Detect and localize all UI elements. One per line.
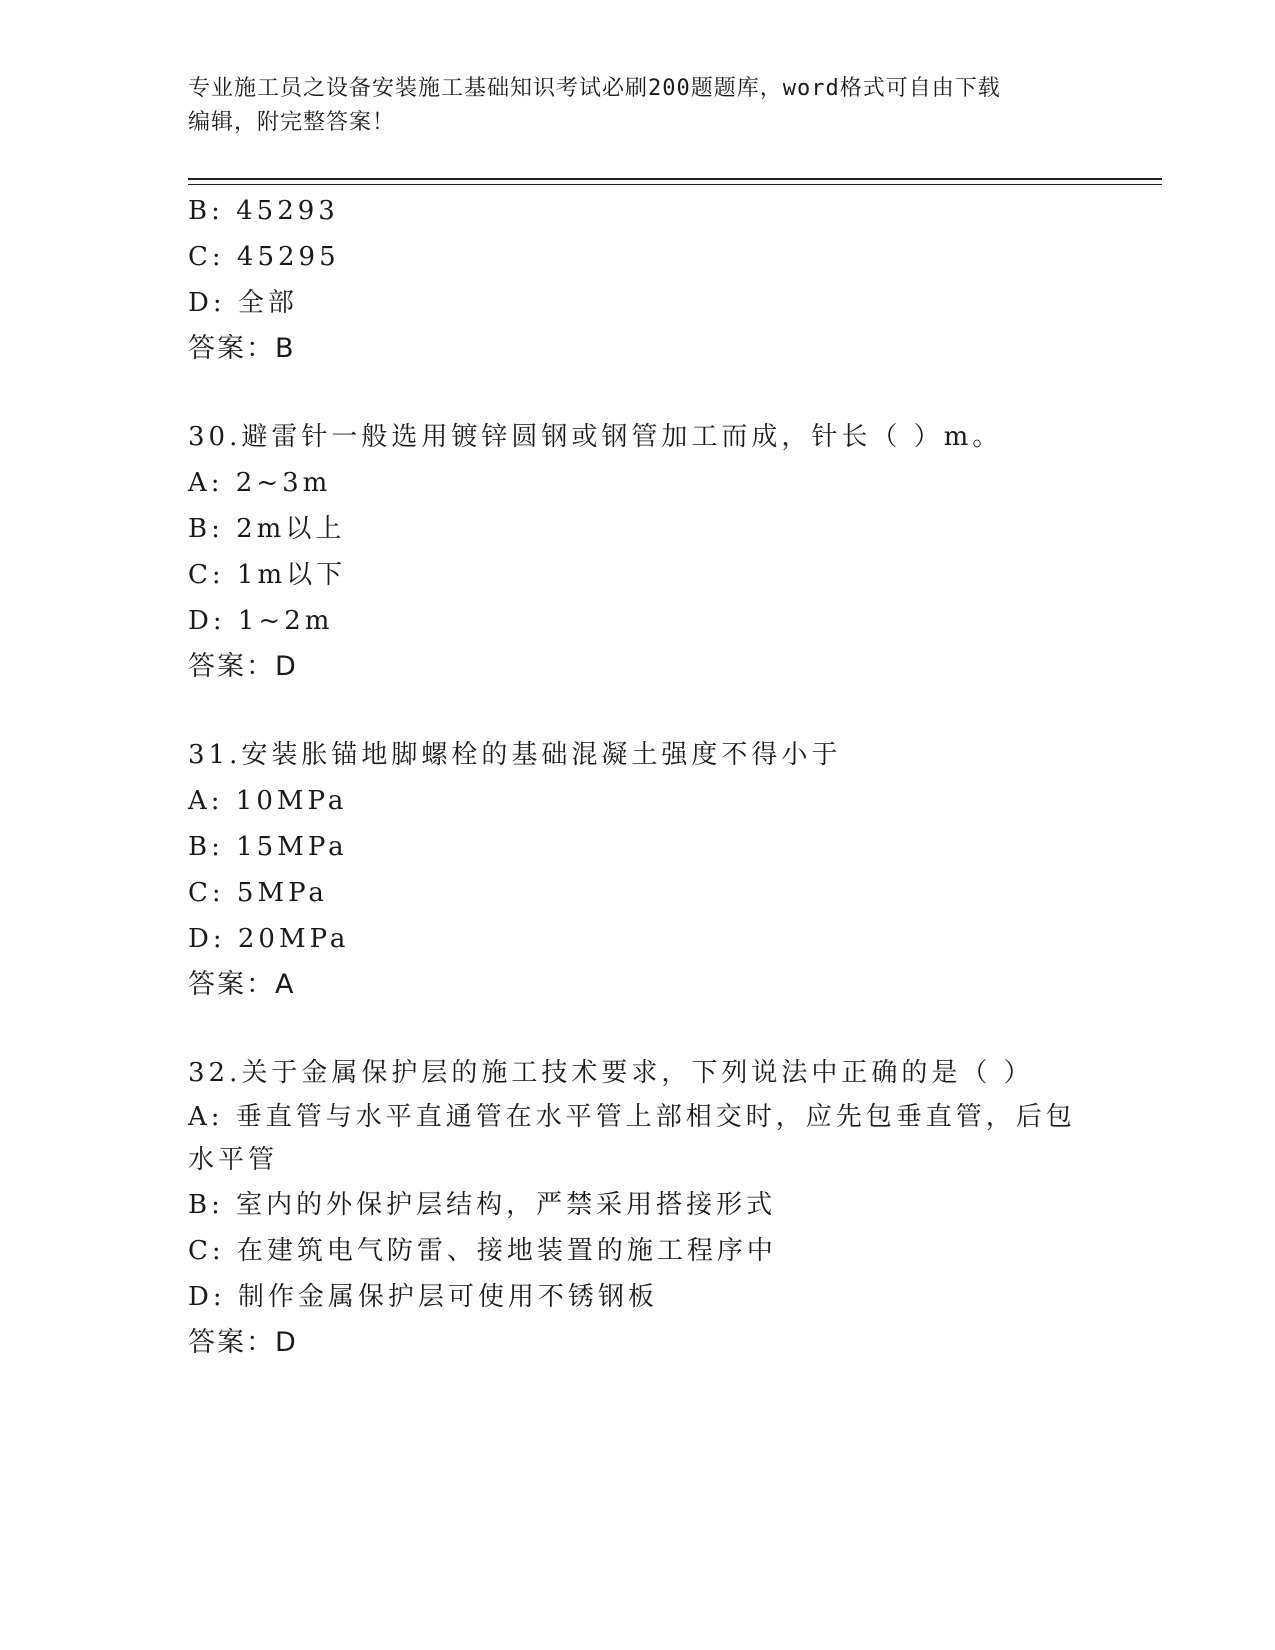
question-block (188, 1050, 1088, 1366)
option-line: A: 垂直管与水平直通管在水平管上部相交时，应先包垂直管，后包水平管 (188, 1102, 1076, 1175)
option-line: A: 2~3m (188, 468, 332, 498)
option-line: C: 1m以下 (188, 560, 347, 590)
option-line: D: 20MPa (188, 924, 350, 954)
header-divider-thin (188, 184, 1162, 185)
option-line: B: 15MPa (188, 832, 348, 862)
answer-line: 答案：B (188, 333, 296, 364)
header-divider-thick (188, 178, 1162, 180)
question-stem: 30.避雷针一般选用镀锌圆钢或钢管加工而成，针长（ ）m。 (188, 422, 1003, 452)
question-block (188, 414, 1088, 690)
spacer (188, 1008, 1088, 1050)
option-line: B: 2m以上 (188, 514, 346, 544)
option-line: D: 全部 (188, 288, 298, 318)
option-line: C: 45295 (188, 242, 340, 272)
question-stem: 32.关于金属保护层的施工技术要求，下列说法中正确的是（ ） (188, 1058, 1034, 1088)
question-block (188, 732, 1088, 1008)
option-line: D: 1~2m (188, 606, 334, 636)
option-line: D: 制作金属保护层可使用不锈钢板 (188, 1282, 658, 1312)
question-block-partial (188, 188, 1088, 372)
spacer (188, 372, 1088, 414)
option-line: B: 45293 (188, 196, 339, 226)
document-header (188, 72, 1068, 140)
spacer (188, 690, 1088, 732)
question-stem: 31.安装胀锚地脚螺栓的基础混凝土强度不得小于 (188, 740, 842, 770)
header-line-2: 编辑，附完整答案！ (188, 110, 396, 135)
answer-line: 答案：A (188, 969, 296, 1000)
option-line: C: 5MPa (188, 878, 328, 908)
option-line: B: 室内的外保护层结构，严禁采用搭接形式 (188, 1190, 777, 1220)
option-line: A: 10MPa (188, 786, 348, 816)
answer-line: 答案：D (188, 1327, 298, 1358)
answer-line: 答案：D (188, 651, 298, 682)
question-list (188, 188, 1088, 1366)
header-line-1: 专业施工员之设备安装施工基础知识考试必刷200题题库，word格式可自由下载 (188, 76, 1001, 101)
option-line: C: 在建筑电气防雷、接地装置的施工程序中 (188, 1236, 777, 1266)
